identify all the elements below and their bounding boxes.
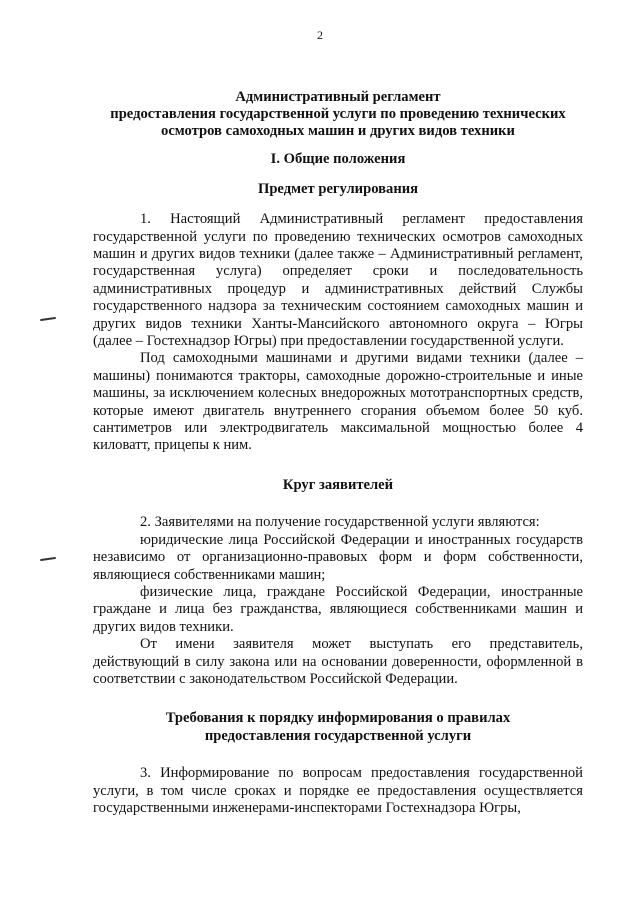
paragraph: От имени заявителя может выступать его представитель, действующий в силу закона или на основании доверенности, оформленной в соответствии с законодательством Российской Федерации. [93, 636, 583, 687]
paragraph: юридические лица Российской Федерации и иностранных государств независимо от организационно-правовых форм и форм собственности, являющиеся собственниками машин; [93, 531, 583, 583]
title-line: осмотров самоходных машин и других видов техники [161, 122, 515, 139]
margin-mark [40, 557, 56, 561]
page-number: 2 [317, 28, 323, 42]
paragraph: 1. Настоящий Административный регламент предоставления государственной услуги по проведению технических осмотров самоходных машин и других видов техники (далее также – Административный регламент, государственная услуга) определяет сроки и последовательность административных процедур и административных действий Службы государственного надзора за техническим состоянием самоходных машин и других видов техники Ханты-Мансийского автономного округа – Югры (далее – Гостехнадзор Югры) при предоставлении государственной услуги. [93, 211, 583, 350]
subheading-subject: Предмет регулирования [257, 180, 419, 197]
subheading-applicants: Круг заявителей [282, 476, 394, 493]
paragraph: 3. Информирование по вопросам предоставления государственной услуги, в том числе сроках и порядке ее предоставления осуществляется государственными инженерами-инспекторами Гостехнадзора Югры, [93, 765, 583, 816]
subheading-information [93, 710, 583, 745]
subheading-line: предоставления государственной услуги [204, 727, 472, 744]
section-heading: I. Общие положения [270, 151, 406, 168]
paragraph: физические лица, граждане Российской Федерации, иностранные граждане и лица без гражданства, являющиеся собственниками машин и других видов техники. [93, 583, 583, 635]
title-line: Административный регламент [235, 89, 441, 105]
paragraph: 2. Заявителями на получение государственной услуги являются: [140, 514, 540, 531]
document-title [93, 89, 583, 139]
margin-mark [40, 317, 56, 321]
document-body [93, 89, 583, 817]
paragraph: Под самоходными машинами и другими видами техники (далее – машины) понимаются тракторы, самоходные дорожно-строительные и иные машины, за исключением колесных внедорожных мототранспортных средств, которые имеют двигатель внутреннего сгорания объемом более 50 куб. сантиметров или электродвигатель максимальной мощностью более 4 киловатт, прицепы к ним. [93, 350, 583, 454]
title-line: предоставления государственной услуги по проведению технических [110, 105, 566, 122]
subheading-line: Требования к порядку информирования о правилах [165, 710, 511, 727]
